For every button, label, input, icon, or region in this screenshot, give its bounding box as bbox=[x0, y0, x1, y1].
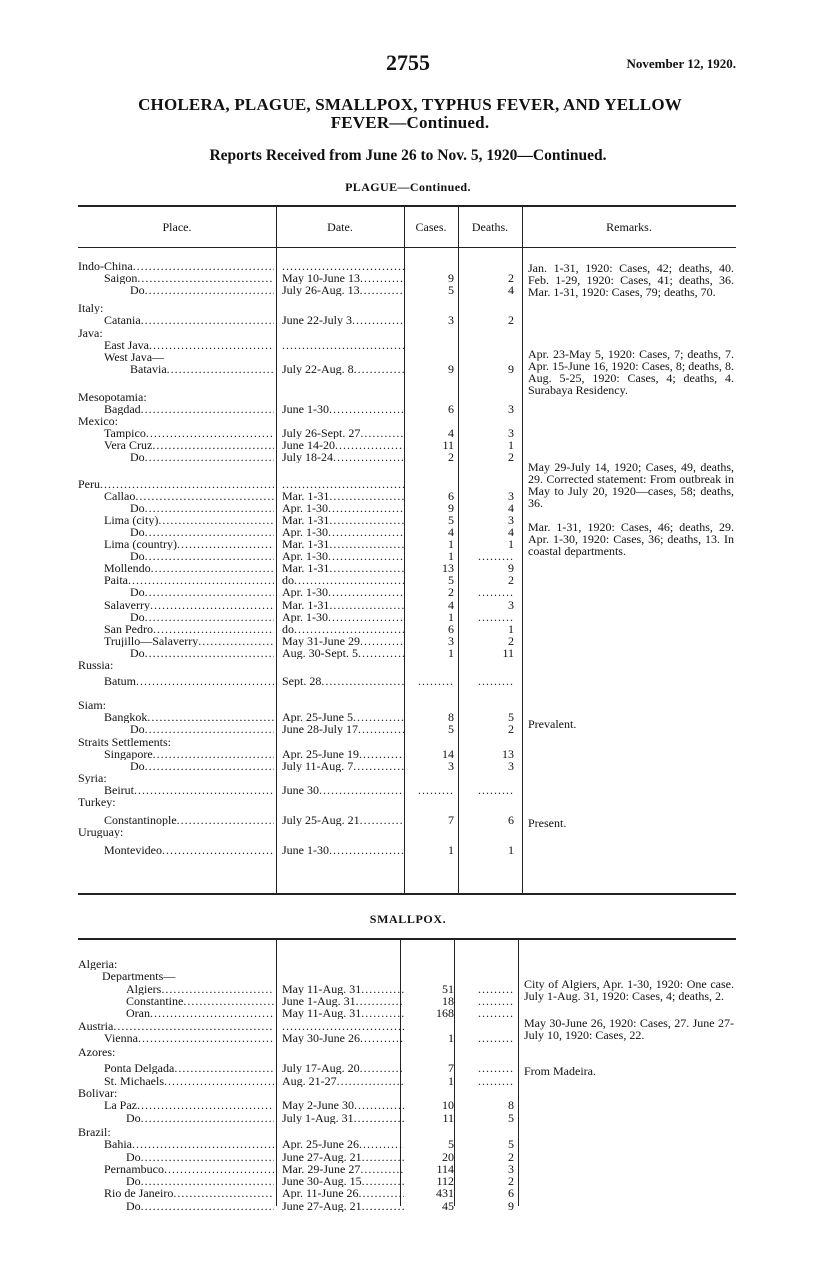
row-place: Callao ..... bbox=[78, 490, 274, 502]
table-row bbox=[78, 1126, 736, 1138]
row-cases: 1 bbox=[448, 843, 454, 858]
row-place: Do ..... bbox=[78, 611, 274, 623]
table-row bbox=[78, 711, 736, 723]
row-place: Bangkok ..... bbox=[78, 711, 274, 723]
row-date: May 31-June 29 ..... bbox=[282, 635, 404, 647]
table-row bbox=[78, 760, 736, 772]
row-place: Oran ..... bbox=[78, 1007, 274, 1019]
row-date: Apr. 1-30 ..... bbox=[282, 502, 404, 514]
table-row bbox=[78, 1163, 736, 1175]
row-place: Lima (city) ..... bbox=[78, 514, 274, 526]
table-row bbox=[78, 784, 736, 796]
row-cases: 51 bbox=[442, 981, 454, 996]
row-date: June 27-Aug. 21 ..... bbox=[282, 1151, 404, 1163]
row-date: Apr. 1-30 ..... bbox=[282, 586, 404, 598]
row-date: Sept. 28 ..... bbox=[282, 675, 404, 687]
row-cases: 20 bbox=[442, 1149, 454, 1164]
table-row bbox=[78, 439, 736, 451]
row-date: Apr. 1-30 ..... bbox=[282, 550, 404, 562]
row-date bbox=[282, 339, 404, 351]
table-row bbox=[78, 478, 736, 490]
table-row bbox=[78, 970, 736, 982]
row-deaths: ......... bbox=[478, 609, 514, 624]
table-row bbox=[78, 391, 736, 403]
row-date: July 1-Aug. 31 ..... bbox=[282, 1112, 404, 1124]
table-row bbox=[78, 550, 736, 562]
row-place: Bolivar: bbox=[78, 1087, 118, 1099]
title-line-2-main: FEVER bbox=[330, 113, 390, 132]
remark-peru: Mar. 1-31, 1920: Cases, 46; deaths, 29. Apr. 1-30, 1920: Cases, 36; deaths, 13. In coastal departments. bbox=[528, 520, 734, 558]
table-row bbox=[78, 826, 736, 838]
row-date: Aug. 30-Sept. 5 ..... bbox=[282, 647, 404, 659]
table-row bbox=[78, 1175, 736, 1187]
row-place: Do ..... bbox=[78, 1112, 274, 1124]
table-row bbox=[78, 302, 736, 314]
row-deaths: 1 bbox=[508, 537, 514, 551]
table-row bbox=[78, 1138, 736, 1150]
table-row bbox=[78, 814, 736, 826]
row-deaths: ......... bbox=[478, 1006, 514, 1021]
table-row bbox=[78, 1062, 736, 1074]
row-place: Russia: bbox=[78, 659, 114, 671]
table-row bbox=[78, 1151, 736, 1163]
row-cases: 6 bbox=[448, 488, 454, 503]
table-row bbox=[78, 260, 736, 272]
row-cases: 18 bbox=[442, 993, 454, 1008]
row-cases: 6 bbox=[448, 402, 454, 416]
row-place: Algiers ..... bbox=[78, 983, 274, 995]
row-place: San Pedro ..... bbox=[78, 623, 274, 635]
row-place: Algeria: bbox=[78, 958, 118, 970]
row-deaths: 4 bbox=[508, 500, 514, 515]
row-place: Rio de Janeiro ..... bbox=[78, 1187, 274, 1199]
row-cases: 8 bbox=[448, 710, 454, 725]
row-deaths: 1 bbox=[508, 438, 514, 453]
column-header-place: Place. bbox=[162, 220, 192, 234]
row-place: Do ..... bbox=[78, 550, 274, 562]
row-deaths: 5 bbox=[508, 1110, 514, 1125]
row-place: Paita ..... bbox=[78, 574, 274, 586]
row-place: Saigon ..... bbox=[78, 272, 274, 284]
row-cases: 2 bbox=[448, 450, 454, 465]
row-date: July 26-Sept. 27 ..... bbox=[282, 427, 404, 439]
row-deaths: 6 bbox=[508, 813, 514, 828]
row-place: Siam: bbox=[78, 699, 107, 712]
row-cases: ......... bbox=[418, 674, 454, 689]
row-date: May 2-June 30 ..... bbox=[282, 1099, 404, 1111]
row-deaths: 3 bbox=[508, 402, 514, 416]
row-date bbox=[282, 260, 404, 272]
row-cases: 5 bbox=[448, 573, 454, 588]
table-row bbox=[78, 1046, 736, 1058]
table-row bbox=[78, 844, 736, 856]
row-place: Salaverry ..... bbox=[78, 599, 274, 611]
row-cases: 1 bbox=[448, 1030, 454, 1045]
table-row bbox=[78, 574, 736, 586]
row-place: Bahia ..... bbox=[78, 1138, 274, 1150]
row-deaths: 2 bbox=[508, 271, 514, 286]
table-row bbox=[78, 1200, 736, 1212]
row-place: Batum ..... bbox=[78, 675, 274, 687]
row-place: Do ..... bbox=[78, 526, 274, 538]
row-place: Departments— bbox=[102, 970, 176, 983]
row-date: Apr. 1-30 ..... bbox=[282, 611, 404, 623]
row-place: Lima (country) ..... bbox=[78, 538, 274, 550]
row-place: Do ..... bbox=[78, 1200, 274, 1212]
row-place: Ponta Delgada ..... bbox=[78, 1062, 274, 1074]
row-deaths: 5 bbox=[508, 1137, 514, 1152]
row-place: Vienna ..... bbox=[78, 1032, 274, 1044]
row-date bbox=[282, 1020, 404, 1032]
row-cases: 1 bbox=[448, 1073, 454, 1088]
row-deaths: ......... bbox=[478, 585, 514, 600]
row-date: Apr. 25-June 5 ..... bbox=[282, 711, 404, 723]
page-date: November 12, 1920. bbox=[626, 56, 736, 71]
table-row bbox=[78, 995, 736, 1007]
table-row bbox=[78, 490, 736, 502]
row-date: June 30-Aug. 15 ..... bbox=[282, 1175, 404, 1187]
table-row bbox=[78, 623, 736, 635]
row-date: July 26-Aug. 13 ..... bbox=[282, 284, 404, 296]
table-row bbox=[78, 1112, 736, 1124]
page-number: 2755 bbox=[386, 50, 430, 75]
title-line-2-continued: —Continued. bbox=[389, 113, 490, 132]
row-date: Mar. 1-31 ..... bbox=[282, 490, 404, 502]
title-line-2 bbox=[70, 114, 750, 132]
table-row bbox=[78, 611, 736, 623]
remark-beirut: Present. bbox=[528, 816, 567, 830]
table-row bbox=[78, 772, 736, 784]
row-date: Mar. 29-June 27 ..... bbox=[282, 1163, 404, 1175]
row-deaths: ......... bbox=[478, 981, 514, 996]
row-date: July 22-Aug. 8 ..... bbox=[282, 363, 404, 375]
table-row bbox=[78, 526, 736, 538]
row-place: Mexico: bbox=[78, 415, 118, 428]
row-cases: 112 bbox=[436, 1174, 454, 1189]
row-date: June 1-30 ..... bbox=[282, 844, 404, 856]
row-place: Do ..... bbox=[78, 647, 274, 659]
row-cases: 4 bbox=[448, 597, 454, 612]
table-row bbox=[78, 415, 736, 427]
row-deaths: 2 bbox=[508, 1149, 514, 1164]
row-place: Trujillo—Salaverry ..... bbox=[78, 635, 274, 647]
row-cases: 2 bbox=[448, 585, 454, 600]
title-line-1: CHOLERA, PLAGUE, SMALLPOX, TYPHUS FEVER, AND YELLOW bbox=[138, 95, 682, 114]
row-date: May 10-June 13 ..... bbox=[282, 272, 404, 284]
row-place: Constantine ..... bbox=[78, 995, 274, 1007]
row-deaths: 9 bbox=[508, 1198, 514, 1213]
row-deaths: ......... bbox=[478, 1061, 514, 1076]
row-date: May 11-Aug. 31 ..... bbox=[282, 1007, 404, 1019]
page-title bbox=[70, 96, 750, 132]
row-date: June 1-30 ..... bbox=[282, 403, 404, 415]
table-top-rule bbox=[78, 938, 736, 940]
row-deaths: 9 bbox=[508, 561, 514, 576]
row-place: Do ..... bbox=[78, 723, 274, 735]
row-date bbox=[282, 478, 404, 490]
table-row bbox=[78, 1007, 736, 1019]
row-date: July 17-Aug. 20 ..... bbox=[282, 1062, 404, 1074]
row-place: Java: bbox=[78, 326, 103, 339]
row-place: Syria: bbox=[78, 771, 107, 784]
row-place: Uruguay: bbox=[78, 826, 124, 839]
row-deaths: 2 bbox=[508, 450, 514, 465]
row-deaths: ......... bbox=[478, 674, 514, 689]
row-deaths: ......... bbox=[478, 1030, 514, 1045]
remark-java: Apr. 23-May 5, 1920: Cases, 7; deaths, 7. Apr. 15-June 16, 1920: Cases, 8; deaths, 8. Aug. 5-25, 1920: Cases, 4; deaths, 4. Surabaya Residency. bbox=[528, 347, 734, 397]
table-row bbox=[78, 586, 736, 598]
table-row bbox=[78, 1099, 736, 1111]
table-row bbox=[78, 1075, 736, 1087]
remark-vera-cruz: May 29-July 14, 1920; Cases, 49, deaths, 29. Corrected statement: From outbreak in May to July 20, 1920—cases, 58; deaths, 36. bbox=[528, 460, 734, 510]
row-cases: 6 bbox=[448, 621, 454, 636]
row-deaths: 3 bbox=[508, 758, 514, 773]
row-date: June 27-Aug. 21 ..... bbox=[282, 1200, 404, 1212]
row-date: Mar. 1-31 ..... bbox=[282, 514, 404, 526]
row-deaths: 6 bbox=[508, 1186, 514, 1201]
row-date: June 22-July 3 ..... bbox=[282, 314, 404, 326]
row-date: July 11-Aug. 7 ..... bbox=[282, 760, 404, 772]
table-row bbox=[78, 451, 736, 463]
table-row bbox=[78, 983, 736, 995]
table-row bbox=[78, 339, 736, 351]
row-cases: 1 bbox=[448, 609, 454, 624]
table-row bbox=[78, 1032, 736, 1044]
row-cases: 431 bbox=[436, 1186, 454, 1201]
row-date: Apr. 11-June 26 ..... bbox=[282, 1187, 404, 1199]
row-deaths: 4 bbox=[508, 283, 514, 298]
row-date: Apr. 1-30 ..... bbox=[282, 526, 404, 538]
row-deaths: 2 bbox=[508, 573, 514, 588]
table-row bbox=[78, 635, 736, 647]
row-cases: 3 bbox=[448, 758, 454, 773]
table-row bbox=[78, 1087, 736, 1099]
table-bottom-rule bbox=[78, 893, 736, 895]
row-date: June 14-20 ..... bbox=[282, 439, 404, 451]
row-cases: 45 bbox=[442, 1198, 454, 1213]
row-deaths: 3 bbox=[508, 597, 514, 612]
row-place: Tampico ..... bbox=[78, 427, 274, 439]
row-deaths: 4 bbox=[508, 524, 514, 539]
row-cases: 114 bbox=[436, 1161, 454, 1176]
remark-austria: May 30-June 26, 1920: Cases, 27. June 27-July 10, 1920: Cases, 22. bbox=[524, 1016, 734, 1042]
table-row bbox=[78, 284, 736, 296]
smallpox-section-heading: SMALLPOX. bbox=[369, 912, 447, 926]
row-place: Austria ..... bbox=[78, 1020, 274, 1032]
row-place: Do ..... bbox=[78, 760, 274, 772]
row-deaths: 3 bbox=[508, 512, 514, 527]
row-cases: 4 bbox=[448, 524, 454, 539]
row-cases: 4 bbox=[448, 426, 454, 441]
row-date: do ..... bbox=[282, 574, 404, 586]
row-deaths: 3 bbox=[508, 1161, 514, 1176]
row-deaths: ......... bbox=[478, 993, 514, 1008]
row-date: Mar. 1-31 ..... bbox=[282, 562, 404, 574]
table-row bbox=[78, 538, 736, 550]
row-date: June 1-Aug. 31 ..... bbox=[282, 995, 404, 1007]
remark-indochina: Jan. 1-31, 1920: Cases, 42; deaths, 40. Feb. 1-29, 1920: Cases, 41; deaths, 36. Mar. 1-31, 1920: Cases, 79; deaths, 70. bbox=[528, 261, 734, 299]
row-cases: 5 bbox=[448, 1137, 454, 1152]
table-row bbox=[78, 599, 736, 611]
row-deaths: ......... bbox=[478, 1073, 514, 1088]
row-place: Do ..... bbox=[78, 451, 274, 463]
row-place: Peru ..... bbox=[78, 478, 274, 490]
table-row bbox=[78, 403, 736, 415]
row-deaths: 2 bbox=[508, 633, 514, 648]
row-deaths: ......... bbox=[478, 782, 514, 797]
remark-batum: Prevalent. bbox=[528, 717, 577, 731]
table-row bbox=[78, 699, 736, 711]
table-row bbox=[78, 272, 736, 284]
table-row bbox=[78, 675, 736, 687]
row-date: July 18-24 ..... bbox=[282, 451, 404, 463]
table-row bbox=[78, 647, 736, 659]
row-date: June 28-July 17 ..... bbox=[282, 723, 404, 735]
row-place: East Java ..... bbox=[78, 339, 274, 351]
row-deaths: ......... bbox=[478, 549, 514, 564]
row-deaths: 9 bbox=[508, 361, 514, 376]
row-cases: ......... bbox=[418, 782, 454, 797]
row-cases: 3 bbox=[448, 633, 454, 648]
row-cases: 5 bbox=[448, 283, 454, 298]
table-row bbox=[78, 351, 736, 363]
column-header-remarks: Remarks. bbox=[606, 220, 652, 234]
remark-st-michaels: From Madeira. bbox=[524, 1064, 596, 1078]
row-place: Mesopotamia: bbox=[78, 390, 147, 403]
table-row bbox=[78, 502, 736, 514]
row-place: Straits Settlements: bbox=[78, 735, 171, 748]
row-cases: 5 bbox=[448, 722, 454, 737]
header-bottom-rule bbox=[78, 247, 736, 248]
row-cases: 7 bbox=[448, 813, 454, 828]
table-row bbox=[78, 314, 736, 326]
column-header-date: Date. bbox=[327, 220, 353, 234]
row-place: Indo-China ..... bbox=[78, 260, 274, 272]
row-place: Do ..... bbox=[78, 502, 274, 514]
row-deaths: 3 bbox=[508, 426, 514, 441]
row-cases: 11 bbox=[442, 438, 454, 453]
smallpox-table bbox=[78, 938, 736, 1213]
row-place: Constantinople ..... bbox=[78, 814, 274, 826]
row-date: May 30-June 26 ..... bbox=[282, 1032, 404, 1044]
row-cases: 11 bbox=[442, 1110, 454, 1125]
table-row bbox=[78, 1187, 736, 1199]
row-date: Mar. 1-31 ..... bbox=[282, 599, 404, 611]
row-place: Catania ..... bbox=[78, 314, 274, 326]
table-row bbox=[78, 1020, 736, 1032]
row-cases: 7 bbox=[448, 1061, 454, 1076]
row-place: Do ..... bbox=[78, 1151, 274, 1163]
row-place: Do ..... bbox=[78, 586, 274, 598]
plague-table bbox=[78, 205, 736, 895]
row-cases: 14 bbox=[442, 746, 454, 761]
row-place: Azores: bbox=[78, 1046, 116, 1059]
row-cases: 13 bbox=[442, 561, 454, 576]
row-place: Mollendo ..... bbox=[78, 562, 274, 574]
row-place: Do ..... bbox=[78, 284, 274, 296]
row-deaths: 13 bbox=[502, 746, 514, 761]
row-place: Turkey: bbox=[78, 796, 116, 808]
row-deaths: 2 bbox=[508, 1174, 514, 1189]
row-place: Bagdad ..... bbox=[78, 403, 274, 415]
table-row bbox=[78, 327, 736, 339]
row-place: Brazil: bbox=[78, 1125, 111, 1138]
row-date: June 30 ..... bbox=[282, 784, 404, 796]
row-place: Italy: bbox=[78, 302, 104, 315]
row-date: May 11-Aug. 31 ..... bbox=[282, 983, 404, 995]
row-place: Montevideo ..... bbox=[78, 844, 274, 856]
row-cases: 10 bbox=[442, 1098, 454, 1113]
table-row bbox=[78, 796, 736, 808]
row-cases: 9 bbox=[448, 361, 454, 376]
row-place: Beirut ..... bbox=[78, 784, 274, 796]
row-place: West Java— bbox=[104, 350, 165, 363]
row-place: Vera Cruz ..... bbox=[78, 439, 274, 451]
row-cases: 168 bbox=[436, 1006, 454, 1021]
row-deaths: 8 bbox=[508, 1098, 514, 1113]
row-cases: 9 bbox=[448, 500, 454, 515]
row-date: Apr. 25-June 19 ..... bbox=[282, 748, 404, 760]
table-row bbox=[78, 363, 736, 375]
table-row bbox=[78, 723, 736, 735]
row-cases: 9 bbox=[448, 271, 454, 286]
table-top-rule bbox=[78, 205, 736, 207]
row-deaths: 1 bbox=[508, 843, 514, 858]
table-row bbox=[78, 659, 736, 671]
row-place: St. Michaels ..... bbox=[78, 1075, 274, 1087]
table-row bbox=[78, 958, 736, 970]
reports-subtitle: Reports Received from June 26 to Nov. 5, 1920—Continued. bbox=[209, 147, 607, 164]
row-date: Apr. 25-June 26 ..... bbox=[282, 1138, 404, 1150]
column-header-cases: Cases. bbox=[415, 220, 447, 234]
row-deaths: 2 bbox=[508, 722, 514, 737]
row-deaths: 1 bbox=[508, 621, 514, 636]
plague-section-heading: PLAGUE—Continued. bbox=[345, 180, 471, 194]
row-deaths: 11 bbox=[502, 645, 514, 660]
row-deaths: 2 bbox=[508, 313, 514, 328]
row-date: Mar. 1-31 ..... bbox=[282, 538, 404, 550]
row-place: Do ..... bbox=[78, 1175, 274, 1187]
row-cases: 5 bbox=[448, 512, 454, 527]
row-deaths: 5 bbox=[508, 710, 514, 725]
row-cases: 1 bbox=[448, 645, 454, 660]
table-row bbox=[78, 748, 736, 760]
row-cases: 1 bbox=[448, 537, 454, 551]
row-place: Pernambuco ..... bbox=[78, 1163, 274, 1175]
row-date: Aug. 21-27 ..... bbox=[282, 1075, 404, 1087]
remark-algiers: City of Algiers, Apr. 1-30, 1920: One case. July 1-Aug. 31, 1920: Cases, 4; deaths, 2. bbox=[524, 977, 734, 1003]
table-row bbox=[78, 736, 736, 748]
row-place: Singapore ..... bbox=[78, 748, 274, 760]
table-row bbox=[78, 514, 736, 526]
row-deaths: 3 bbox=[508, 488, 514, 503]
table-row bbox=[78, 562, 736, 574]
row-place: Batavia ..... bbox=[78, 363, 274, 375]
table-row bbox=[78, 427, 736, 439]
row-cases: 3 bbox=[448, 313, 454, 328]
row-place: La Paz ..... bbox=[78, 1099, 274, 1111]
row-date: July 25-Aug. 21 ..... bbox=[282, 814, 404, 826]
row-cases: 1 bbox=[448, 549, 454, 564]
column-header-deaths: Deaths. bbox=[471, 220, 509, 234]
row-date: do ..... bbox=[282, 623, 404, 635]
